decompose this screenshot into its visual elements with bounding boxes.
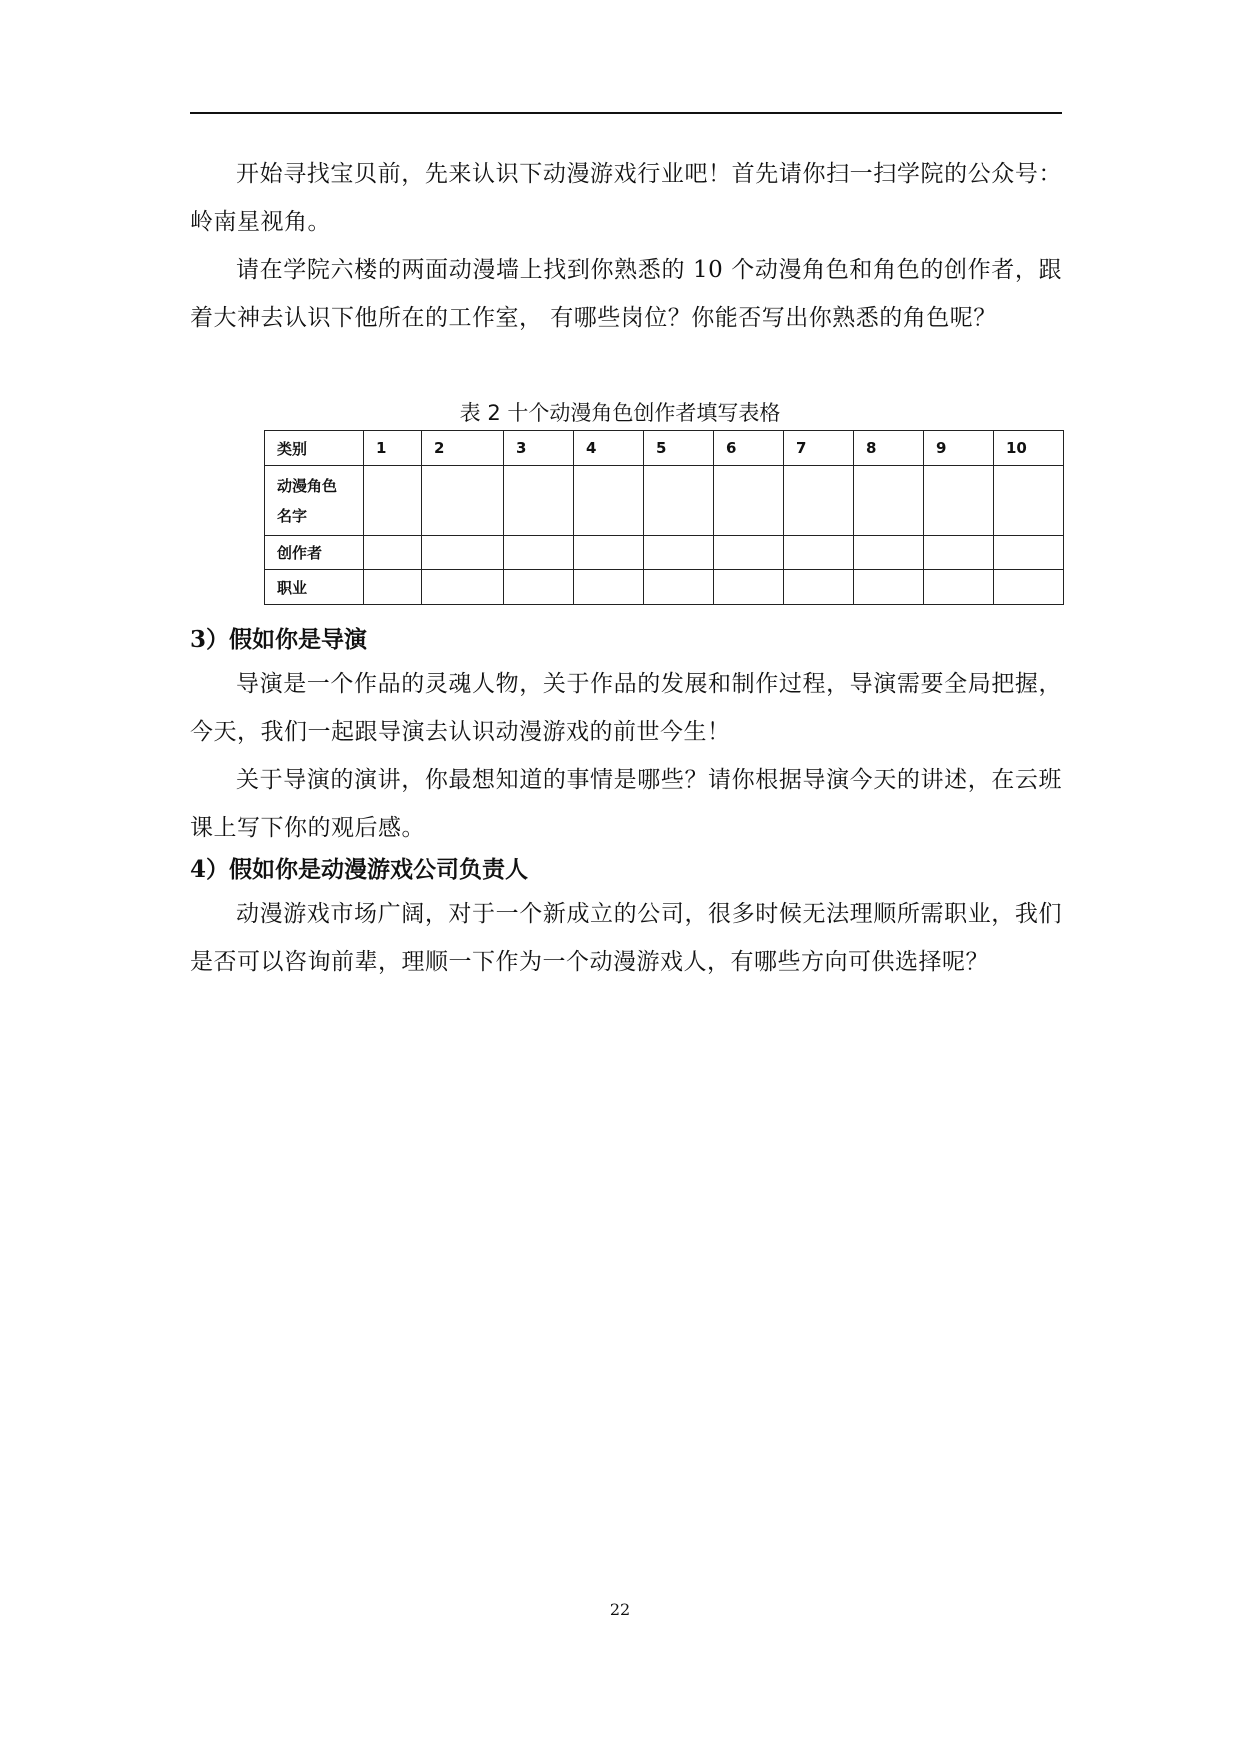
- blank-cell[interactable]: [784, 466, 854, 536]
- row-label-line-2: 名字: [277, 506, 308, 525]
- intro-paragraph-1: 开始寻找宝贝前，先来认识下动漫游戏行业吧！首先请你扫一扫学院的公众号：岭南星视角。: [190, 161, 1062, 235]
- blank-cell[interactable]: [574, 570, 644, 605]
- blank-cell[interactable]: [574, 466, 644, 536]
- blank-cell[interactable]: [364, 466, 422, 536]
- blank-cell[interactable]: [714, 536, 784, 570]
- blank-cell[interactable]: [994, 466, 1064, 536]
- header-cell-6: 6: [714, 431, 784, 466]
- character-table: [264, 430, 1064, 605]
- blank-cell[interactable]: [504, 570, 574, 605]
- blank-cell[interactable]: [854, 466, 924, 536]
- blank-cell[interactable]: [504, 466, 574, 536]
- row-label-author: 创作者: [265, 536, 364, 570]
- table-caption: 表 2 十个动漫角色创作者填写表格: [459, 401, 781, 425]
- table-row-character-name: [265, 466, 1064, 536]
- section-3-heading: 3）假如你是导演: [190, 626, 368, 653]
- table-header-row: [265, 431, 1064, 466]
- header-cell-7: 7: [784, 431, 854, 466]
- row-label-job: 职业: [265, 570, 364, 605]
- blank-cell[interactable]: [504, 536, 574, 570]
- blank-cell[interactable]: [422, 536, 504, 570]
- blank-cell[interactable]: [714, 570, 784, 605]
- header-cell-2: 2: [422, 431, 504, 466]
- blank-cell[interactable]: [714, 466, 784, 536]
- blank-cell[interactable]: [644, 466, 714, 536]
- header-cell-4: 4: [574, 431, 644, 466]
- section-3-paragraph-1: 导演是一个作品的灵魂人物，关于作品的发展和制作过程，导演需要全局把握，今天，我们一起跟导演去认识动漫游戏的前世今生！: [190, 671, 1062, 745]
- blank-cell[interactable]: [994, 536, 1064, 570]
- blank-cell[interactable]: [994, 570, 1064, 605]
- blank-cell[interactable]: [784, 536, 854, 570]
- section-4-heading: 4）假如你是动漫游戏公司负责人: [190, 856, 529, 883]
- header-rule: [190, 112, 1062, 114]
- header-cell-1: 1: [364, 431, 422, 466]
- blank-cell[interactable]: [854, 536, 924, 570]
- header-cell-5: 5: [644, 431, 714, 466]
- blank-cell[interactable]: [364, 570, 422, 605]
- row-label-line-1: 动漫角色: [277, 476, 338, 495]
- header-cell-8: 8: [854, 431, 924, 466]
- section-3-paragraph-2: 关于导演的演讲，你最想知道的事情是哪些？请你根据导演今天的讲述，在云班课上写下你的观后感。: [190, 767, 1062, 841]
- blank-cell[interactable]: [854, 570, 924, 605]
- blank-cell[interactable]: [422, 466, 504, 536]
- blank-cell[interactable]: [924, 536, 994, 570]
- header-cell-category: 类别: [265, 431, 364, 466]
- blank-cell[interactable]: [924, 570, 994, 605]
- blank-cell[interactable]: [924, 466, 994, 536]
- row-label-character-name: [265, 466, 364, 536]
- page-number: 22: [609, 1600, 631, 1619]
- blank-cell[interactable]: [574, 536, 644, 570]
- blank-cell[interactable]: [422, 570, 504, 605]
- intro-paragraph-2: 请在学院六楼的两面动漫墙上找到你熟悉的 10 个动漫角色和角色的创作者，跟着大神去认识下他所在的工作室， 有哪些岗位？你能否写出你熟悉的角色呢？: [190, 257, 1062, 331]
- header-cell-3: 3: [504, 431, 574, 466]
- header-cell-9: 9: [924, 431, 994, 466]
- header-cell-10: 10: [994, 431, 1064, 466]
- blank-cell[interactable]: [784, 570, 854, 605]
- blank-cell[interactable]: [644, 536, 714, 570]
- section-4-paragraph-1: 动漫游戏市场广阔，对于一个新成立的公司，很多时候无法理顺所需职业，我们是否可以咨询前辈，理顺一下作为一个动漫游戏人，有哪些方向可供选择呢？: [190, 901, 1062, 975]
- blank-cell[interactable]: [644, 570, 714, 605]
- table-row-author: [265, 536, 1064, 570]
- table-row-job: [265, 570, 1064, 605]
- blank-cell[interactable]: [364, 536, 422, 570]
